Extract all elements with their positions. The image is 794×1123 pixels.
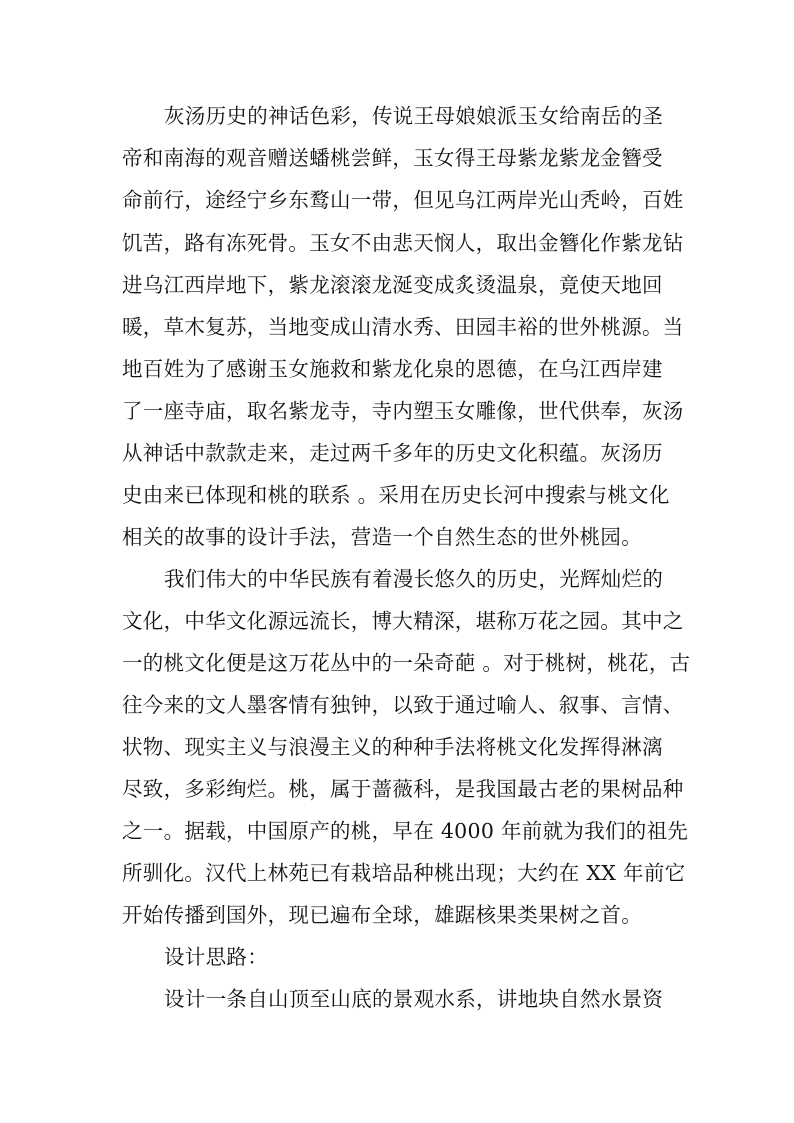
paragraph-2-line-7: 之一。据载，中国原产的桃，早在 4000 年前就为我们的祖先 bbox=[122, 819, 689, 843]
paragraph-3-line-1: 设计一条自山顶至山底的景观水系，讲地块自然水景资 bbox=[164, 987, 664, 1011]
paragraph-1-line-8: 了一座寺庙，取名紫龙寺，寺内塑玉女雕像，世代供奉，灰汤 bbox=[122, 399, 684, 423]
paragraph-2-line-8: 所驯化。汉代上林苑已有栽培品种桃出现；大约在 XX 年前它 bbox=[122, 861, 686, 885]
paragraph-1-line-11: 相关的故事的设计手法，营造一个自然生态的世外桃园。 bbox=[122, 525, 642, 549]
paragraph-2-line-1: 我们伟大的中华民族有着漫长悠久的历史，光辉灿烂的 bbox=[164, 567, 664, 591]
paragraph-1-line-5: 进乌江西岸地下，紫龙滚滚龙涎变成炙烫温泉，竟使天地回 bbox=[122, 273, 663, 297]
paragraph-2-line-2: 文化，中华文化源远流长，博大精深，堪称万花之园。其中之 bbox=[122, 609, 684, 633]
paragraph-2-line-4: 往今来的文人墨客情有独钟，以致于通过喻人、叙事、言情、 bbox=[122, 693, 684, 717]
paragraph-1-line-4: 饥苦，路有冻死骨。玉女不由悲天悯人，取出金簪化作紫龙钻 bbox=[122, 231, 684, 255]
paragraph-1-line-9: 从神话中款款走来，走过两千多年的历史文化积蕴。灰汤历 bbox=[122, 441, 663, 465]
paragraph-1-line-10: 史由来已体现和桃的联系 。采用在历史长河中搜索与桃文化 bbox=[122, 483, 670, 507]
paragraph-2-line-5: 状物、现实主义与浪漫主义的种种手法将桃文化发挥得淋漓 bbox=[122, 735, 663, 759]
paragraph-1-line-7: 地百姓为了感谢玉女施救和紫龙化泉的恩德，在乌江西岸建 bbox=[122, 357, 663, 381]
paragraph-2-line-6: 尽致，多彩绚烂。桃，属于蔷薇科，是我国最古老的果树品种 bbox=[122, 777, 684, 801]
paragraph-1-line-2: 帝和南海的观音赠送蟠桃尝鲜，玉女得王母紫龙紫龙金簪受 bbox=[122, 146, 663, 170]
paragraph-1-line-3: 命前行，途经宁乡东鹜山一带，但见乌江两岸光山秃岭，百姓 bbox=[122, 188, 684, 212]
paragraph-2-line-3: 一的桃文化便是这万花丛中的一朵奇葩 。对于桃树，桃花，古 bbox=[122, 651, 691, 675]
paragraph-2-line-9: 开始传播到国外，现已遍布全球，雄踞核果类果树之首。 bbox=[122, 903, 642, 927]
section-heading: 设计思路： bbox=[164, 945, 268, 969]
paragraph-1-line-6: 暖，草木复苏，当地变成山清水秀、田园丰裕的世外桃源。当 bbox=[122, 315, 684, 339]
paragraph-1-line-1: 灰汤历史的神话色彩，传说王母娘娘派玉女给南岳的圣 bbox=[164, 104, 664, 128]
